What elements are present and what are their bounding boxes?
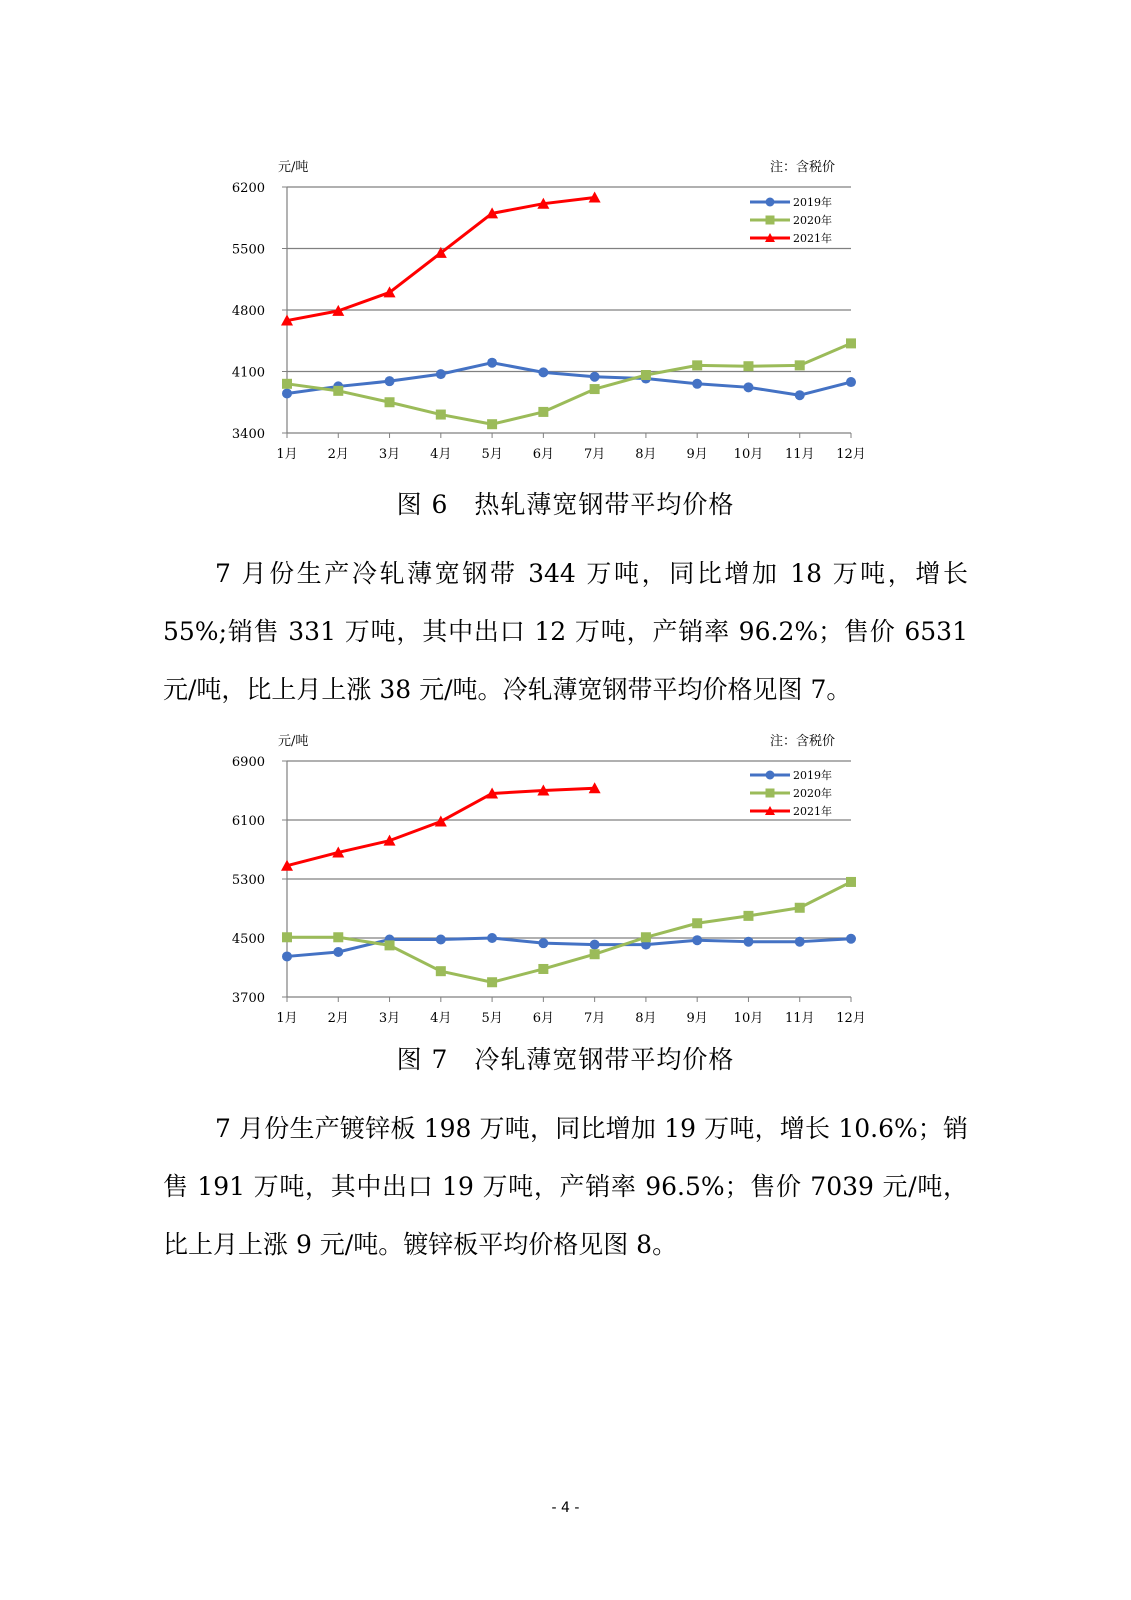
y-unit-label: 元/吨 [278,160,309,175]
data-point [846,934,856,944]
data-point [795,360,805,370]
x-tick-label: 9月 [686,1011,708,1026]
x-tick-label: 12月 [836,1011,866,1026]
y-tick-label: 5500 [231,242,265,258]
data-point [436,934,446,944]
legend-marker [766,789,775,798]
data-point [743,911,753,921]
data-point [333,386,343,396]
data-point [538,407,548,417]
y-tick-label: 4800 [231,304,265,319]
data-point [436,410,446,420]
data-point [846,877,856,887]
data-point [795,390,805,400]
data-point [487,933,497,943]
x-tick-label: 9月 [686,447,708,462]
caption-fig6: 图 6 热轧薄宽钢带平均价格 [396,490,735,519]
series-line-2021年 [287,788,595,865]
legend-label: 2021年 [793,805,832,818]
x-tick-label: 3月 [378,447,401,462]
data-point [590,384,600,394]
x-tick-label: 8月 [635,1011,657,1026]
data-point [385,376,395,386]
x-tick-label: 6月 [532,447,555,462]
y-tick-label: 6200 [231,181,265,196]
series-line-2020年 [287,882,851,982]
data-point [590,372,600,382]
data-point [538,964,548,974]
x-tick-label: 7月 [583,447,606,462]
caption-fig7: 图 7 冷轧薄宽钢带平均价格 [396,1045,735,1074]
paragraph-1 [163,545,968,719]
y-tick-label: 6100 [231,814,265,829]
data-point [846,377,856,387]
paragraph-2 [163,1100,968,1274]
paragraph-2-text: 7 月份生产镀锌板 198 万吨，同比增加 19 万吨，增长 10.6%；销售 191 万吨，其中出口 19 万吨，产销率 96.5%；售价 7039 元/吨，比上月上涨 9 元/吨。镀锌板平均价格见图 8。 [163,1114,968,1259]
data-point [538,938,548,948]
data-point [282,932,292,942]
legend-label: 2021年 [793,232,832,245]
x-tick-label: 2月 [327,447,349,462]
data-point [436,369,446,379]
legend-label: 2020年 [793,787,832,800]
x-tick-label: 3月 [378,1011,401,1026]
x-tick-label: 4月 [430,447,452,462]
data-point [282,379,292,389]
x-tick-label: 10月 [733,447,764,462]
data-point [743,382,753,392]
x-tick-label: 12月 [836,447,866,462]
x-tick-label: 5月 [481,447,503,462]
y-tick-label: 4100 [231,365,265,381]
data-point [692,918,702,928]
x-tick-label: 11月 [784,447,815,462]
price-note: 注：含税价 [769,734,835,749]
series-line-2019年 [287,938,851,956]
data-point [846,338,856,348]
data-point [641,370,651,380]
x-tick-label: 5月 [481,1011,503,1026]
data-point [692,935,702,945]
data-point [743,937,753,947]
data-point [538,367,548,377]
y-unit-label: 元/吨 [278,734,309,749]
legend-marker [766,198,775,207]
data-point [385,397,395,407]
x-tick-label: 8月 [635,447,657,462]
data-point [795,937,805,947]
page-number: - 4 - [551,1500,580,1516]
x-tick-label: 11月 [784,1011,815,1026]
data-point [795,903,805,913]
data-point [333,932,343,942]
data-point [743,361,753,371]
data-point [487,419,497,429]
data-point [692,379,702,389]
legend-marker [766,771,775,780]
x-tick-label: 4月 [430,1011,452,1026]
chart-fig7 [231,723,900,1028]
data-point [333,947,343,957]
y-tick-label: 3400 [231,427,265,442]
data-point [590,949,600,959]
chart-fig6-svg [231,150,900,470]
y-tick-label: 3700 [231,991,265,1006]
x-tick-label: 7月 [583,1011,606,1026]
series-line-2019年 [287,363,851,396]
x-tick-label: 6月 [532,1011,555,1026]
y-tick-label: 5300 [231,873,265,888]
data-point [692,360,702,370]
series-line-2021年 [287,198,595,321]
x-tick-label: 2月 [327,1011,349,1026]
data-point [435,815,447,826]
data-point [385,940,395,950]
data-point [487,358,497,368]
price-note: 注：含税价 [769,160,835,175]
paragraph-1-text: 7 月份生产冷轧薄宽钢带 344 万吨，同比增加 18 万吨，增长 55%;销售 331 万吨，其中出口 12 万吨，产销率 96.2%；售价 6531 元/吨，比上月上涨 38 元/吨。冷轧薄宽钢带平均价格见图 7。 [163,559,968,704]
data-point [282,951,292,961]
x-tick-label: 10月 [733,1011,764,1026]
legend-label: 2019年 [793,769,832,782]
legend-label: 2020年 [793,214,832,227]
data-point [590,940,600,950]
data-point [282,388,292,398]
data-point [487,977,497,987]
chart-fig7-svg [231,723,900,1028]
x-tick-label: 1月 [276,1011,298,1026]
data-point [641,932,651,942]
chart-fig6 [231,150,900,470]
y-tick-label: 6900 [231,755,265,770]
y-tick-label: 4500 [231,932,265,947]
data-point [436,966,446,976]
legend-marker [766,216,775,225]
x-tick-label: 1月 [276,447,298,462]
legend-label: 2019年 [793,196,832,209]
